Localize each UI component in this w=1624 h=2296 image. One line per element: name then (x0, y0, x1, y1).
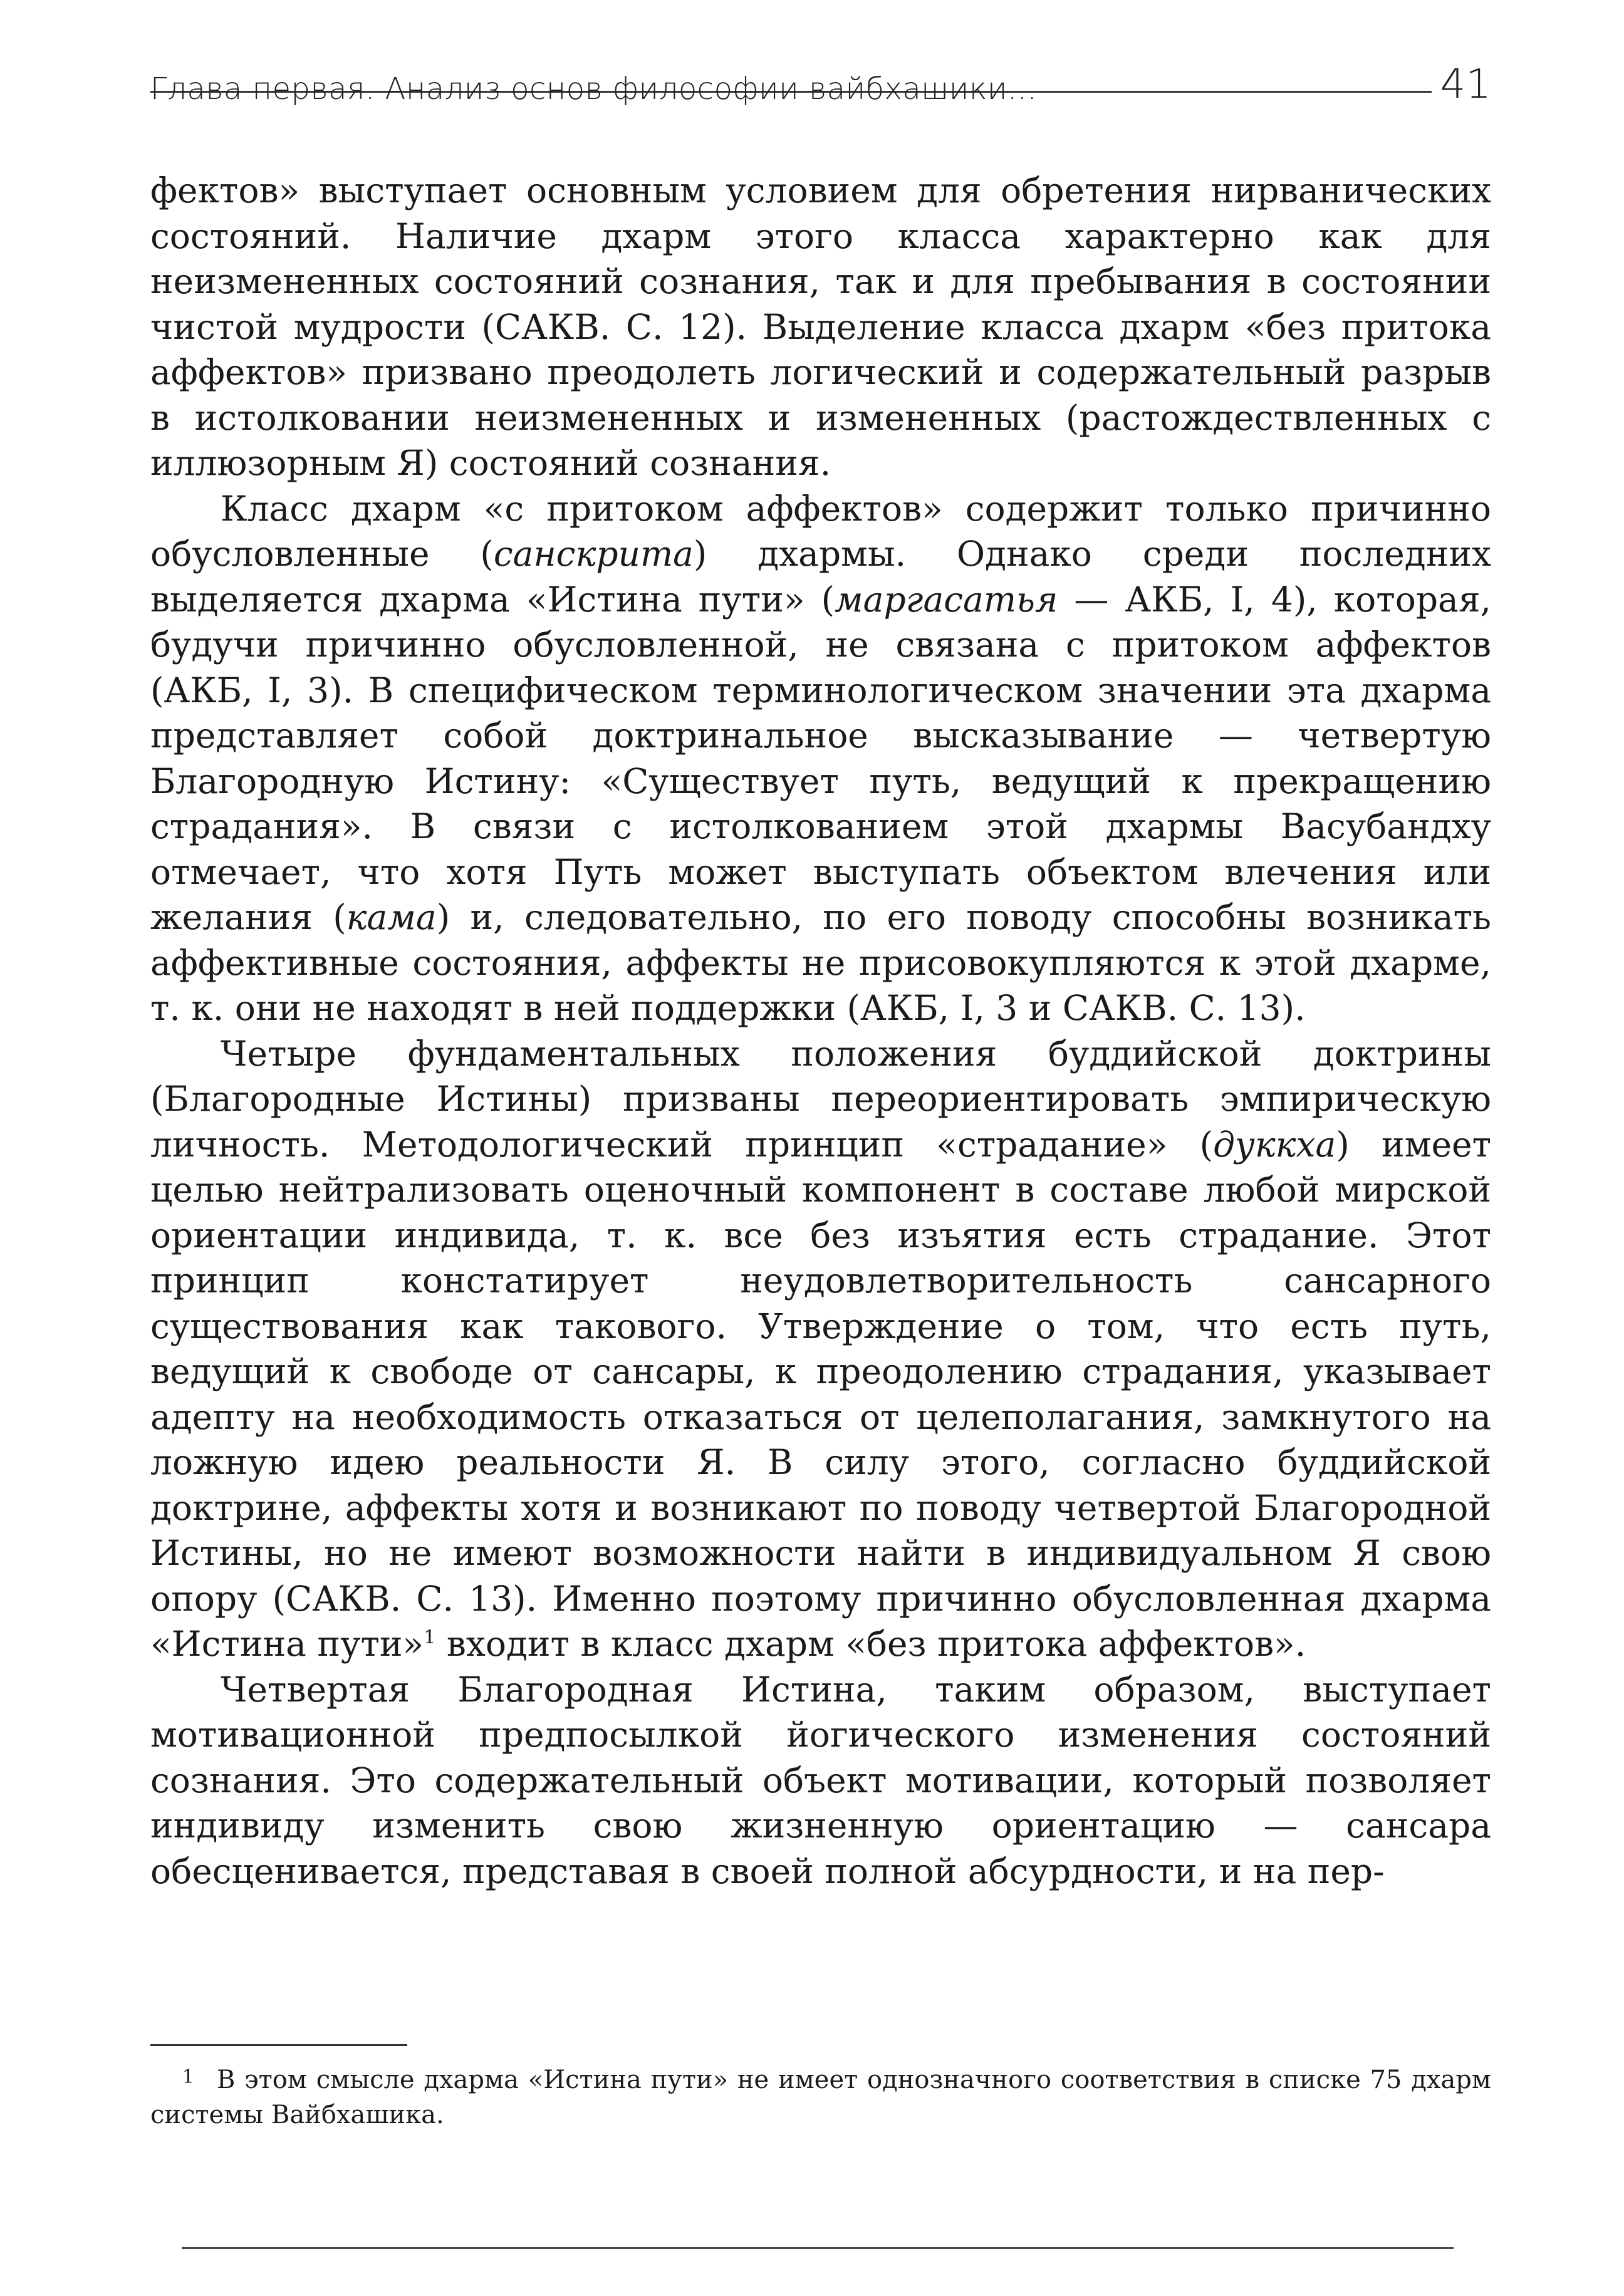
footnote (150, 2062, 1491, 2132)
page-number: 41 (1432, 61, 1491, 108)
paragraph (150, 486, 1491, 1031)
text-run: Четвертая Благородная Истина, таким образом, выступает мотивационной предпосылкой йогического изменения состояний сознания. Это содержательный объект мотивации, который позволяет индивиду изменить свою жизненную ориентацию — сансара обесценивается, представая в своей полной абсурдности, и на пер- (150, 1669, 1491, 1891)
footnote-number: 1 (182, 2066, 194, 2088)
paragraph (150, 1031, 1491, 1667)
page-header (150, 55, 1491, 112)
italic-term: кама (346, 897, 437, 937)
text-run: ) дхармы. Однако среди последних выделяется дхарма «Истина пути» ( (150, 534, 1491, 620)
footnote-text: В этом смысле дхарма «Истина пути» не имеет однозначного соответствия в списке 75 дхарм системы Вайбхашика. (150, 2065, 1491, 2129)
text-run: — АКБ, I, 4), которая, будучи причинно обусловленной, не связана с притоком аффектов (АКБ, I, 3). В специфическом терминологическом значении эта дхарма представляет собой доктринальное высказывание — четвертую Благородную Истину: «Существует путь, ведущий к прекращению страдания». В связи с истолкованием этой дхармы Васубандху отмечает, что хотя Путь может выступать объектом влечения или желания ( (150, 579, 1492, 937)
text-run: входит в класс дхарм «без притока аффектов». (435, 1624, 1306, 1664)
italic-term: дуккха (1213, 1124, 1336, 1165)
text-run: Класс дхарм «с притоком аффектов» содержит только причинно обусловленные ( (150, 488, 1491, 574)
text-run: фектов» выступает основным условием для обретения нирванических состояний. Наличие дхарм этого класса характерно как для неизмененных состояний сознания, так и для пребывания в состоянии чистой мудрости (САКВ. С. 12). Выделение класса дхарм «без притока аффектов» призвано преодолеть логический и содержательный разрыв в истолковании неизмененных и измененных (растождествленных с иллюзорным Я) состояний сознания. (150, 170, 1491, 483)
main-text (150, 168, 1491, 1894)
text-run: ) и, следовательно, по его поводу способны возникать аффективные состояния, аффекты не присовокупляются к этой дхарме, т. к. они не находят в ней поддержки (АКБ, I, 3 и САКВ. С. 13). (150, 897, 1491, 1028)
paragraph (150, 168, 1491, 486)
footnote-reference: 1 (424, 1626, 436, 1649)
text-run: ) имеет целью нейтрализовать оценочный компонент в составе любой мирской ориентации индивида, т. к. все без изъятия есть страдание. Этот принцип констатирует неудовлетворительность сансарного существования как такового. Утверждение о том, что есть путь, ведущий к свободе от сансары, к преодолению страдания, указывает адепту на необходимость отказаться от целеполагания, замкнутого на ложную идею реальности Я. В силу этого, согласно буддийской доктрине, аффекты хотя и возникают по поводу четвертой Благородной Истины, но не имеют возможности найти в индивидуальном Я свою опору (САКВ. С. 13). Именно поэтому причинно обусловленная дхарма «Истина пути» (150, 1124, 1491, 1664)
italic-term: маргасатья (835, 579, 1058, 620)
paragraph (150, 1667, 1491, 1894)
bottom-rule (182, 2247, 1454, 2249)
italic-term: санскрита (493, 534, 694, 574)
footnote-rule (150, 2044, 407, 2046)
text-run: Четыре фундаментальных положения буддийской доктрины (Благородные Истины) призваны переориентировать эмпирическую личность. Методологический принцип «страдание» ( (150, 1033, 1491, 1165)
running-head: Глава первая. Анализ основ философии вайбхашики... (150, 71, 1038, 106)
